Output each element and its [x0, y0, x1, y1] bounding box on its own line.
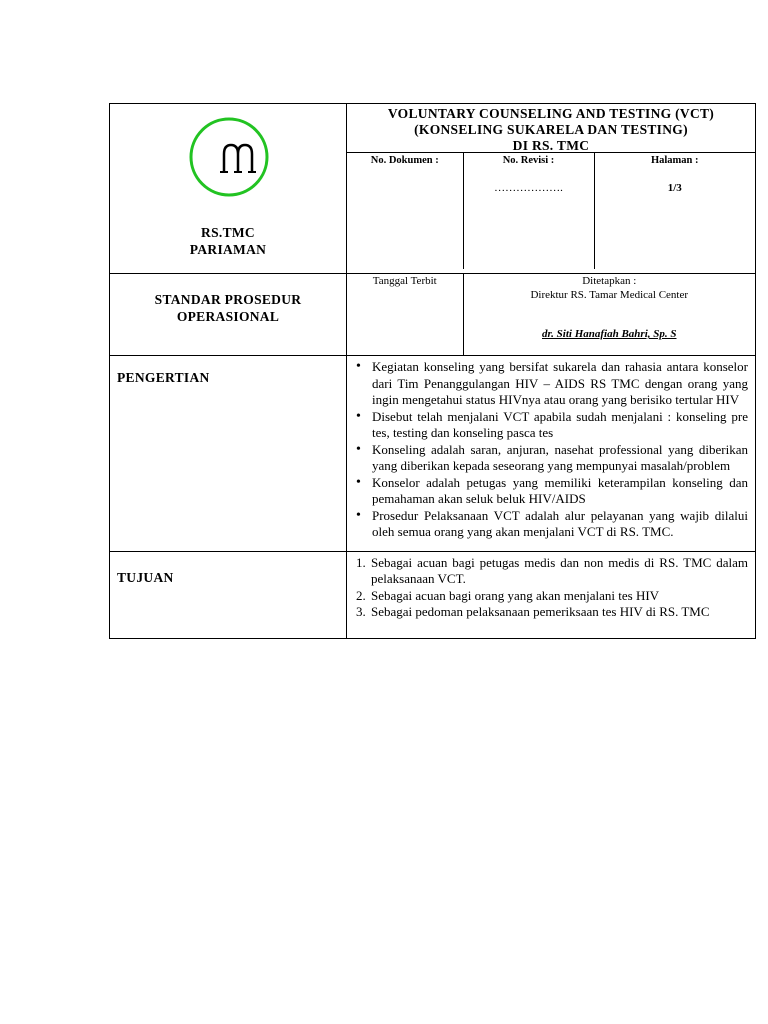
pengertian-content [347, 356, 755, 551]
sop-label [110, 291, 346, 325]
sop-label-cell [110, 274, 347, 356]
list-item: • Prosedur Pelaksanaan VCT adalah alur pelayanan yang wajib dilalui oleh semua orang yang akan menjalani VCT di RS. TMC. [372, 508, 748, 541]
pengertian-list [350, 359, 748, 541]
pengertian-label: PENGERTIAN [117, 370, 210, 385]
ditetapkan-label: Ditetapkan : [582, 275, 637, 287]
pengertian-content-cell [347, 356, 756, 552]
sop-label-line1: STANDAR PROSEDUR [154, 292, 302, 307]
no-revisi-cell [463, 153, 594, 270]
ditetapkan-cell [463, 274, 755, 355]
title-line1: VOLUNTARY COUNSELING AND TESTING (VCT) [387, 106, 715, 121]
halaman-label: Halaman : [650, 155, 699, 166]
no-revisi-value: ………………. [494, 182, 563, 194]
hospital-name [110, 224, 346, 258]
list-item: 1. Sebagai acuan bagi petugas medis dan non medis di RS. TMC dalam pelaksanaan VCT. [369, 555, 748, 588]
tanggal-terbit-cell [347, 274, 463, 355]
list-item: • Disebut telah menjalani VCT apabila sudah menjalani : konseling pre tes, testing dan konseling pasca tes [372, 409, 748, 442]
hospital-name-line2: PARIAMAN [189, 242, 267, 257]
document-title [347, 104, 755, 152]
title-line3: DI RS. TMC [512, 138, 590, 153]
hospital-logo-icon [188, 116, 270, 198]
tujuan-content-cell [347, 551, 756, 638]
no-revisi-label: No. Revisi : [502, 155, 555, 166]
no-dokumen-cell [347, 153, 463, 270]
list-item: • Konseling adalah saran, anjuran, nasehat professional yang diberikan yang diberikan kepada seseorang yang mempunyai masalah/problem [372, 442, 748, 475]
title-line2: (KONSELING SUKARELA DAN TESTING) [414, 122, 688, 137]
hospital-name-line1: RS.TMC [201, 225, 255, 240]
tujuan-label-cell [110, 551, 347, 638]
tujuan-content [347, 552, 755, 638]
tujuan-list [350, 555, 748, 621]
document-meta-table [347, 152, 755, 269]
pengertian-label-cell [110, 356, 347, 552]
tanggal-terbit-label: Tanggal Terbit [372, 275, 437, 287]
list-item: 2. Sebagai acuan bagi orang yang akan menjalani tes HIV [369, 588, 748, 605]
hospital-header-cell [110, 104, 347, 274]
halaman-cell [594, 153, 755, 270]
list-item: • Konselor adalah petugas yang memiliki keterampilan konseling dan pemahaman akan seluk beluk HIV/AIDS [372, 475, 748, 508]
halaman-value: 1/3 [667, 182, 682, 194]
sop-label-line2: OPERASIONAL [176, 309, 280, 324]
no-dokumen-label: No. Dokumen : [370, 155, 439, 166]
sop-document-table [109, 103, 756, 639]
tujuan-label: TUJUAN [117, 569, 174, 585]
sop-approval-table [347, 274, 755, 355]
ditetapkan-by: Direktur RS. Tamar Medical Center [530, 289, 689, 301]
document-title-cell [347, 104, 756, 274]
sop-approval-cell [347, 274, 756, 356]
list-item: 3. Sebagai pedoman pelaksanaan pemeriksaan tes HIV di RS. TMC [369, 604, 748, 621]
list-item: • Kegiatan konseling yang bersifat sukarela dan rahasia antara konselor dari Tim Penanggulangan HIV – AIDS RS TMC dengan orang yang ingin mengetahui status HIVnya atau orang yang berisiko tertular HIV [372, 359, 748, 409]
signer-name: dr. Siti Hanafiah Bahri, Sp. S [542, 328, 677, 340]
